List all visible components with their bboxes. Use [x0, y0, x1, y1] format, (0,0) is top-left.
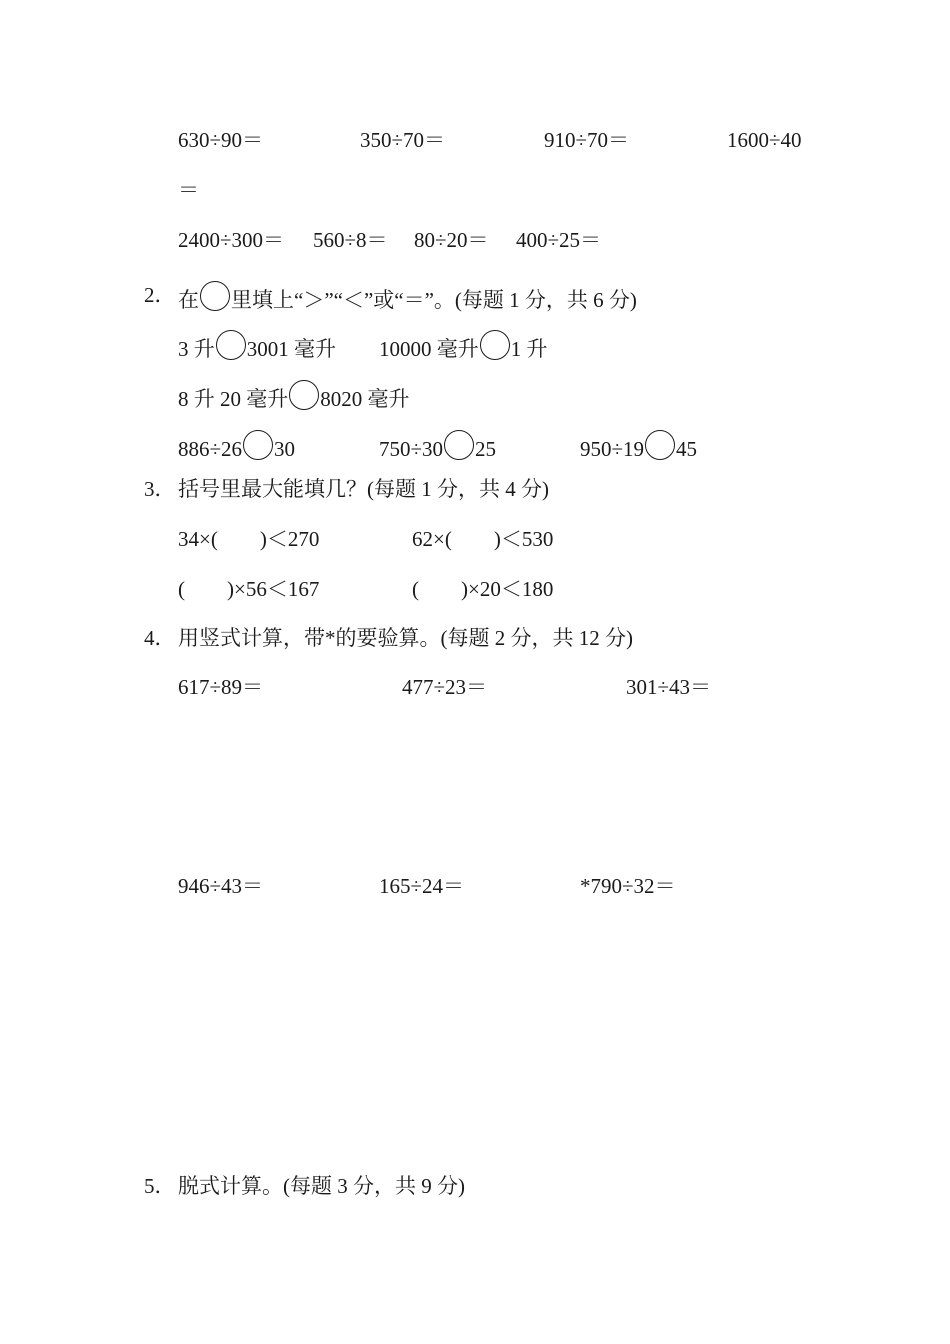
q3-item-1-right: )＜270 — [259, 527, 320, 551]
question-2-title — [178, 281, 637, 314]
q2-item-4-left: 886÷26 — [178, 437, 243, 461]
q2-item-4-right: 30 — [274, 437, 296, 461]
q3-item-4-right: )×20＜180 — [461, 577, 554, 601]
equation-80-div-20: 80÷20＝ — [414, 228, 489, 252]
question-5-number: 5． — [144, 1174, 176, 1198]
equation-wrap-equals: ＝ — [178, 178, 199, 202]
comparison-circle[interactable] — [480, 330, 510, 360]
circle-blank-icon[interactable] — [200, 281, 230, 311]
equation-946-div-43: 946÷43＝ — [178, 874, 264, 898]
question-2-number: 2． — [144, 283, 176, 307]
q2-item-6-right: 45 — [676, 437, 698, 461]
q2-item-1 — [178, 330, 336, 363]
q2-item-3-left: 8 升 20 毫升 — [178, 387, 289, 411]
equation-2400-div-300: 2400÷300＝ — [178, 228, 285, 252]
comparison-circle[interactable] — [444, 430, 474, 460]
q3-item-2-right: )＜530 — [493, 527, 554, 551]
comparison-circle[interactable] — [645, 430, 675, 460]
q3-item-2 — [412, 525, 553, 553]
q2-item-3 — [178, 380, 410, 413]
q2-item-6-left: 950÷19 — [580, 437, 645, 461]
q2-item-2 — [379, 330, 548, 363]
equation-560-div-8: 560÷8＝ — [313, 228, 388, 252]
question-3-number: 3． — [144, 477, 176, 501]
equation-477-div-23: 477÷23＝ — [402, 675, 488, 699]
equation-910-div-70: 910÷70＝ — [544, 128, 630, 152]
question-4-title: 用竖式计算，带*的要验算。(每题 2 分，共 12 分) — [178, 626, 633, 650]
q2-item-1-left: 3 升 — [178, 337, 215, 361]
q2-item-1-right: 3001 毫升 — [246, 337, 336, 361]
question-4-number: 4． — [144, 626, 176, 650]
comparison-circle[interactable] — [289, 380, 319, 410]
equation-630-div-90: 630÷90＝ — [178, 128, 264, 152]
q3-item-3-right: )×56＜167 — [227, 577, 320, 601]
q2-item-2-right: 1 升 — [510, 337, 548, 361]
q3-item-3-left: ( — [178, 577, 185, 601]
q2-item-2-left: 10000 毫升 — [379, 337, 479, 361]
equation-350-div-70: 350÷70＝ — [360, 128, 446, 152]
q2-item-6 — [580, 430, 697, 463]
question-2-title-pre: 在 — [178, 288, 199, 312]
equation-1600-div-40: 1600÷40 — [727, 128, 802, 152]
equation-400-div-25: 400÷25＝ — [516, 228, 602, 252]
question-3-title: 括号里最大能填几？(每题 1 分，共 4 分) — [178, 477, 549, 501]
q3-item-2-left: 62×( — [412, 527, 452, 551]
comparison-circle[interactable] — [243, 430, 273, 460]
q3-item-3 — [178, 575, 319, 603]
q3-item-4-left: ( — [412, 577, 419, 601]
comparison-circle[interactable] — [216, 330, 246, 360]
question-2-title-post: 里填上“＞”“＜”或“＝”。(每题 1 分，共 6 分) — [231, 288, 637, 312]
q2-item-5-right: 25 — [475, 437, 497, 461]
q2-item-4 — [178, 430, 295, 463]
q3-item-4 — [412, 575, 553, 603]
equation-165-div-24: 165÷24＝ — [379, 874, 465, 898]
q2-item-3-right: 8020 毫升 — [320, 387, 410, 411]
q3-item-1-left: 34×( — [178, 527, 218, 551]
q2-item-5 — [379, 430, 496, 463]
equation-617-div-89: 617÷89＝ — [178, 675, 264, 699]
equation-301-div-43: 301÷43＝ — [626, 675, 712, 699]
q3-item-1 — [178, 525, 319, 553]
q2-item-5-left: 750÷30 — [379, 437, 444, 461]
question-5-title: 脱式计算。(每题 3 分，共 9 分) — [178, 1174, 465, 1198]
equation-790-div-32-check: *790÷32＝ — [580, 874, 676, 898]
